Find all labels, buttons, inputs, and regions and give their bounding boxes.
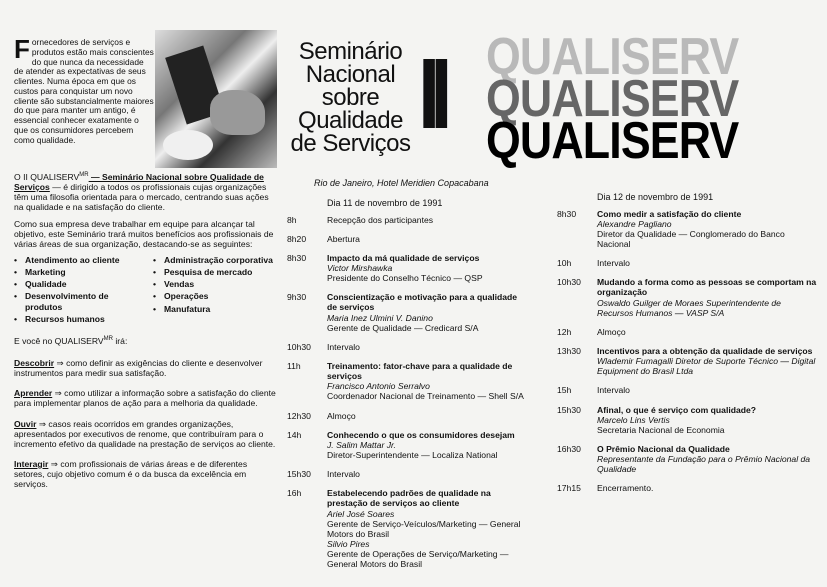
schedule-time: 8h30	[287, 252, 307, 263]
about-rest: — é dirigido a todos os profissionais cujas organizações têm uma filosofia orientada para o mercado, centrando suas ações na qualidade e na satisfação do cliente.	[14, 182, 269, 213]
schedule-time: 8h20	[287, 233, 307, 244]
session-title: Conhecendo o que os consumidores desejam	[327, 429, 515, 440]
schedule-text: Recepção dos participantes	[327, 214, 434, 225]
decorative-photo	[155, 30, 277, 168]
areas-list	[14, 255, 279, 326]
schedule-time: 15h30	[287, 469, 311, 480]
schedule-text: Almoço	[327, 410, 356, 421]
verb-aprender: Aprender ⇒ como utilizar a informação sobre a satisfação do cliente para implementar planos de ação para a melhoria da qualidade.	[14, 388, 276, 409]
session-title: Conscientização e motivação para a qualidade de serviços	[327, 292, 518, 313]
session-title: O Prêmio Nacional da Qualidade	[597, 444, 730, 454]
drop-cap: F	[14, 34, 30, 64]
seminar-title: Seminário Nacional sobre Qualidade de Serviços	[290, 38, 411, 157]
speaker-name: Francisco Antonio Serralvo	[327, 381, 430, 392]
schedule-row	[287, 488, 527, 569]
schedule-time: 14h	[287, 429, 302, 440]
intro-paragraph	[14, 34, 154, 145]
schedule-time: 10h30	[287, 341, 311, 352]
list-item: • Vendas	[153, 279, 278, 289]
list-item: • Marketing	[14, 267, 139, 277]
about-sup: MR	[79, 172, 89, 179]
speaker-role: Gerente de Serviço-Veículos/Marketing — General Motors do Brasil	[327, 518, 521, 539]
speaker-role: Secretaria Nacional de Economia	[597, 424, 725, 435]
schedule-row	[287, 253, 527, 283]
speaker-role: Coordenador Nacional de Treinamento — Shell S/A	[327, 391, 524, 402]
speaker-name: Wlademir Fumagalli Diretor de Suporte Técnico — Digital Equipment do Brasil Ltda	[597, 356, 816, 377]
day-label: Dia 12 de novembro de 1991	[597, 192, 714, 202]
team-paragraph: Como sua empresa deve trabalhar em equipe para alcançar tal objetivo, este Seminário trará muitos benefícios aos profissionais de várias áreas de sua organização, destacando-se as seguintes:	[14, 218, 274, 249]
schedule-row	[287, 292, 527, 333]
voce-line: E você no $QUALISERV^{MR}$ irá:	[14, 335, 128, 346]
speaker-role: Gerente de Operações de Serviço/Marketing — General Motors do Brasil	[327, 549, 509, 570]
schedule-row	[557, 327, 817, 337]
speaker-role: Diretor-Superintendente — Localiza National	[327, 450, 498, 460]
session-title: Mudando a forma como as pessoas se comportam na organização	[597, 277, 817, 298]
list-item: • Recursos humanos	[14, 314, 139, 324]
list-item: • Manufatura	[153, 304, 278, 314]
schedule-text: Almoço	[597, 326, 626, 337]
schedule-time: 16h	[287, 488, 302, 499]
schedule-time: 12h	[557, 326, 572, 337]
session-title: Treinamento: fator-chave para a qualidade de serviços	[327, 361, 513, 382]
schedule-row	[287, 361, 527, 402]
roman-numeral: II	[418, 37, 443, 149]
session-title: Impacto da má qualidade de serviços	[327, 252, 480, 263]
qualiserv-logo: QUALISERV QUALISERV QUALISERV	[486, 28, 739, 170]
speaker-role: Gerente de Qualidade — Credicard S/A	[327, 322, 479, 333]
day-label: Dia 11 de novembro de 1991	[327, 198, 443, 208]
intro-text: ornecedores de serviços e produtos estão mais conscientes do que nunca da necessidade de atender as expectativas de seus clientes. Numa época em que os custos para conquistar um novo cliente são substancialmente maiores do que para manter um antigo, é essencial conhecer exatamente o que os consumidores percebem como qualidade.	[14, 37, 154, 145]
schedule-text: Intervalo	[327, 341, 360, 352]
schedule-row	[557, 346, 817, 376]
schedule-time: 12h30	[287, 410, 311, 421]
speaker-name: Victor Mirshawka	[327, 263, 393, 274]
schedule-text: Intervalo	[327, 469, 360, 480]
schedule-row	[287, 342, 527, 352]
speaker-name: Alexandre Pagliano	[597, 218, 672, 229]
verb-ouvir: Ouvir ⇒ casos reais ocorridos em grandes organizações, apresentados por executivos de renome, que contribuíram para o incremento efetivo da qualidade na prestação de serviços ao cliente.	[14, 418, 276, 449]
schedule-row	[287, 411, 527, 421]
list-item: • Qualidade	[14, 279, 139, 289]
schedule-time: 8h30	[557, 208, 577, 219]
speaker-name: Silvio Pires	[327, 538, 370, 549]
schedule-time: 10h	[557, 258, 572, 269]
schedule-text: Encerramento.	[597, 483, 654, 494]
schedule-row	[557, 385, 817, 395]
left-body	[14, 172, 279, 499]
schedule-row	[557, 258, 817, 268]
verb-descobrir: Descobrir ⇒ como definir as exigências do cliente e desenvolver instrumentos para medir sua satisfação.	[14, 357, 263, 379]
speaker-name: Maria Inez Ulmini V. Danino	[327, 312, 433, 323]
speaker-role: Diretor da Qualidade — Conglomerado do Banco Nacional	[597, 228, 785, 250]
venue: Rio de Janeiro, Hotel Meridien Copacabana	[314, 178, 489, 188]
schedule-text: Intervalo	[597, 258, 630, 269]
session-title: Incentivos para a obtenção da qualidade de serviços	[597, 346, 813, 357]
list-item: • Atendimento ao cliente	[14, 255, 139, 265]
speaker-name: Marcelo Lins Vertis	[597, 414, 670, 425]
schedule-row	[287, 234, 527, 244]
schedule-row	[557, 209, 817, 250]
list-item: • Administração corporativa	[153, 255, 278, 265]
schedule-time: 11h	[287, 361, 301, 372]
schedule-row	[557, 483, 817, 493]
schedule-time: 17h15	[557, 483, 581, 494]
speaker-name: Oswaldo Guilger de Moraes Superintendente de Recursos Humanos — VASP S/A	[597, 297, 781, 318]
schedule-row	[287, 469, 527, 479]
schedule-row	[557, 405, 817, 435]
schedule-day-2	[557, 192, 817, 503]
speaker-name: J. Salim Mattar Jr.	[327, 439, 396, 450]
schedule-time: 8h	[287, 214, 297, 225]
schedule-text: Intervalo	[597, 385, 630, 396]
areas-column-1	[14, 255, 139, 326]
session-title: Estabelecendo padrões de qualidade na prestação de serviços ao cliente	[327, 488, 491, 509]
about-lead: O II QUALISERV	[14, 172, 80, 182]
schedule-time: 10h30	[557, 277, 581, 288]
schedule-time: 15h30	[557, 404, 581, 415]
about-bold: — Seminário Nacional sobre Qualidade de Serviços	[14, 172, 264, 193]
speaker-name: Ariel José Soares	[327, 508, 395, 519]
verb-interagir: Interagir ⇒ com profissionais de várias áreas e de diferentes setores, cujo objetivo comum é o da busca da excelência em serviços.	[14, 458, 248, 490]
areas-column-2	[153, 255, 278, 326]
schedule-time: 9h30	[287, 292, 307, 303]
schedule-time: 16h30	[557, 444, 581, 454]
schedule-time: 13h30	[557, 346, 581, 357]
list-item: • Desenvolvimento de produtos	[14, 291, 139, 311]
schedule-time: 15h	[557, 385, 572, 396]
schedule-row	[557, 444, 817, 474]
list-item: • Operações	[153, 291, 278, 301]
schedule-row	[287, 215, 527, 225]
session-title: Afinal, o que é serviço com qualidade?	[597, 404, 757, 415]
schedule-row	[557, 277, 817, 318]
speaker-role: Presidente do Conselho Técnico — QSP	[327, 273, 483, 284]
schedule-text: Abertura	[327, 233, 360, 244]
about-paragraph	[14, 172, 279, 213]
speaker-name: Representante da Fundação para o Prêmio Nacional da Qualidade	[597, 454, 811, 475]
schedule-day-1	[287, 198, 527, 578]
session-title: Como medir a satisfação do cliente	[597, 208, 742, 219]
list-item: • Pesquisa de mercado	[153, 267, 278, 277]
schedule-row	[287, 430, 527, 460]
